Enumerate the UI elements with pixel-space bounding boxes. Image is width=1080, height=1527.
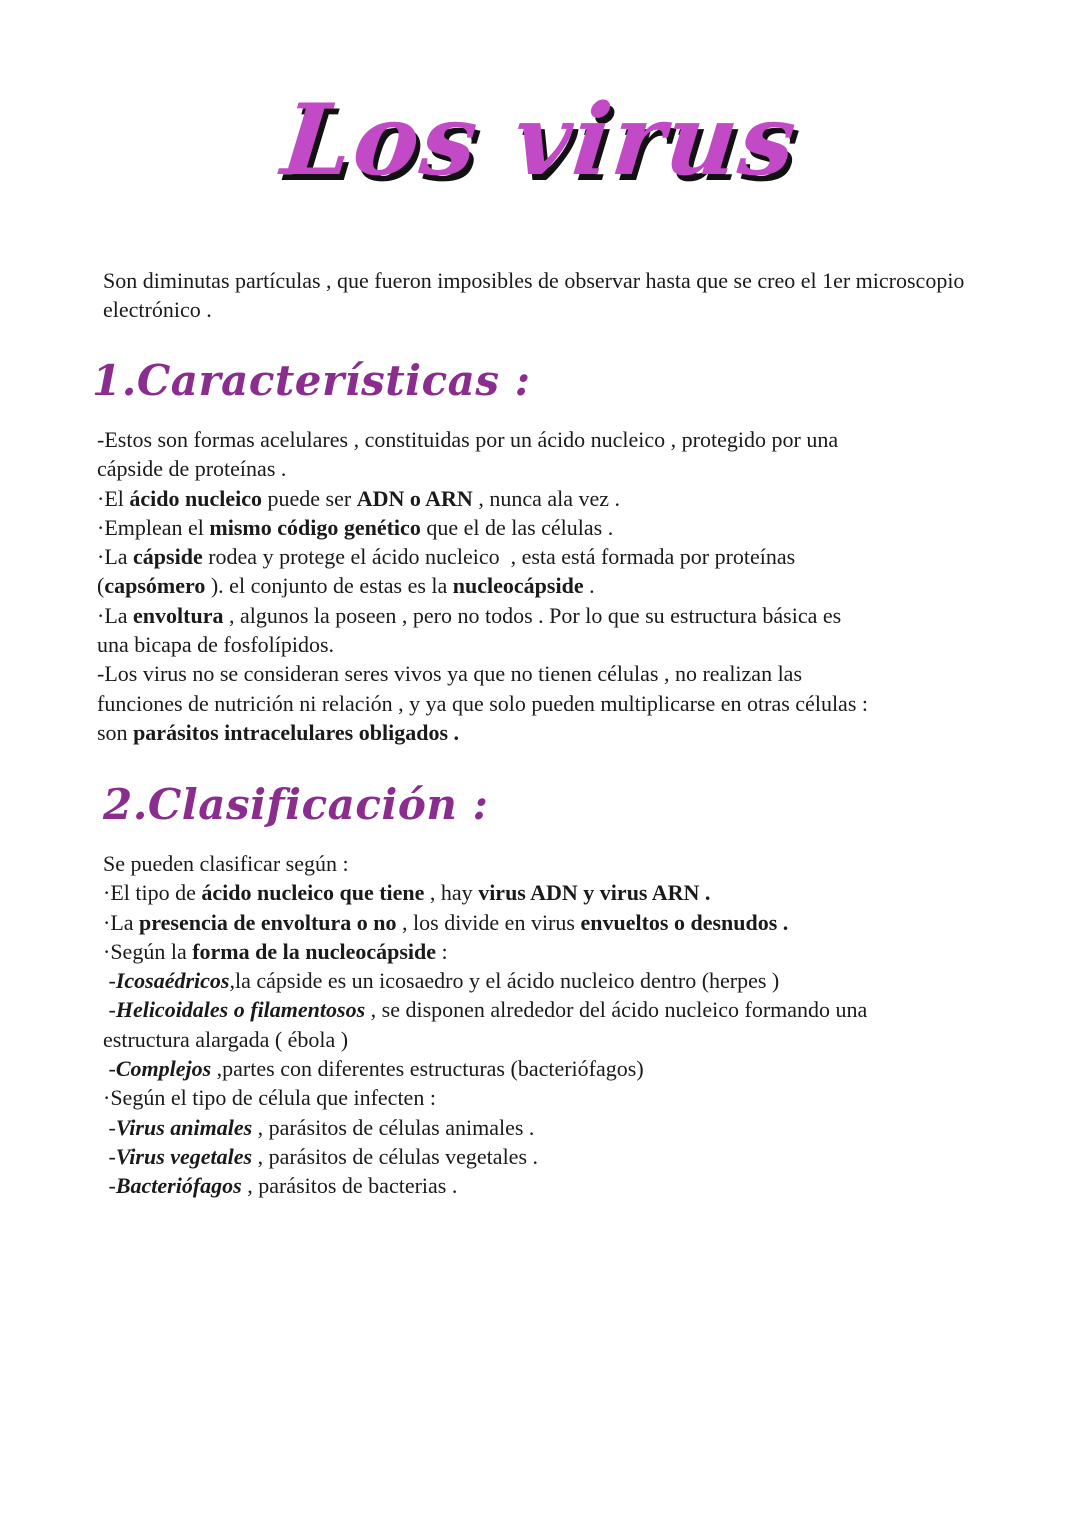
bold-italic-term: Helicoidales o filamentosos (115, 997, 366, 1023)
section-body-clasificacion (103, 849, 1023, 1201)
bold-italic-term: Bacteriófagos (115, 1173, 242, 1199)
section-heading-caracteristicas: 1.Características : (92, 356, 531, 405)
text-line (103, 1025, 1023, 1054)
section-heading-clasificacion: 2.Clasificación : (103, 780, 489, 829)
bold-term: forma de la nucleocápside (192, 938, 437, 964)
text-run: ,partes con diferentes estructuras (bacteriófagos) (211, 1056, 644, 1082)
bold-italic-term: Icosaédricos (115, 968, 230, 994)
text-run: . (583, 573, 595, 599)
text-line (103, 937, 1023, 966)
text-line (97, 601, 1017, 630)
text-run: ·La (97, 544, 134, 570)
text-run: - (103, 1143, 116, 1169)
section-body-caracteristicas (97, 425, 1017, 747)
text-run: ,la cápside es un icosaedro y el ácido nucleico dentro (herpes ) (229, 968, 780, 994)
text-line (103, 878, 1023, 907)
bold-term: presencia de envoltura o no (139, 909, 397, 935)
text-run: , los divide en virus (396, 909, 581, 935)
text-run: funciones de nutrición ni relación , y ya que solo pueden multiplicarse en otras células : (97, 690, 868, 716)
text-line (97, 425, 1017, 454)
text-line (97, 513, 1017, 542)
bold-term: virus ADN y virus ARN . (478, 880, 711, 906)
text-line (103, 1083, 1023, 1112)
text-run: cápside de proteínas . (97, 456, 287, 482)
bold-term: mismo código genético (209, 514, 421, 540)
text-run: una bicapa de fosfolípidos. (97, 632, 335, 658)
text-run: - (103, 997, 116, 1023)
text-run: que el de las células . (420, 514, 614, 540)
text-run: son (97, 719, 134, 745)
text-run: ·El (97, 485, 130, 511)
text-run: rodea y protege el ácido nucleico , esta está formada por proteínas (202, 544, 796, 570)
text-line (103, 1142, 1023, 1171)
text-line (103, 1054, 1023, 1083)
text-run: -Estos son formas acelulares , constituidas por un ácido nucleico , protegido por una (97, 427, 839, 452)
text-line (97, 689, 1017, 718)
text-run: ·La (103, 909, 140, 935)
text-line (97, 630, 1017, 659)
text-run: estructura alargada ( ébola ) (103, 1026, 349, 1052)
text-line (103, 1171, 1023, 1200)
text-run: : (436, 938, 448, 964)
text-run: , se disponen alrededor del ácido nucleico formando una (365, 997, 868, 1023)
text-run: puede ser (262, 485, 357, 511)
text-run: , parásitos de bacterias . (241, 1173, 458, 1199)
text-run: ( (97, 573, 105, 599)
text-line (97, 659, 1017, 688)
text-run: -Los virus no se consideran seres vivos ya que no tienen células , no realizan las (97, 661, 803, 687)
text-run: ). el conjunto de estas es la (205, 573, 453, 599)
bold-term: ácido nucleico (129, 485, 262, 511)
bold-term: ácido nucleico que tiene (201, 880, 425, 906)
text-run: - (103, 1114, 116, 1140)
bold-term: nucleocápside (452, 573, 584, 599)
text-run: ·Según la (103, 938, 193, 964)
text-line (103, 966, 1023, 995)
bold-italic-term: Virus vegetales (115, 1143, 253, 1169)
text-line (97, 571, 1017, 600)
bold-term: envueltos o desnudos . (580, 909, 789, 935)
bold-term: capsómero (104, 573, 206, 599)
intro-paragraph: Son diminutas partículas , que fueron imposibles de observar hasta que se creo el 1er microscopio electrónico . (103, 268, 965, 322)
text-run: , algunos la poseen , pero no todos . Por lo que su estructura básica es (223, 602, 842, 628)
text-run: ·El tipo de (103, 880, 202, 906)
bold-italic-term: Virus animales (115, 1114, 253, 1140)
text-run: , parásitos de células vegetales . (252, 1143, 539, 1169)
text-line (103, 1113, 1023, 1142)
text-run: ·Según el tipo de célula que infecten : (103, 1085, 436, 1111)
text-line (97, 484, 1017, 513)
text-run: - (103, 1173, 116, 1199)
text-line (103, 908, 1023, 937)
bold-term: parásitos intracelulares obligados . (133, 719, 460, 745)
text-run: , parásitos de células animales . (252, 1114, 535, 1140)
bold-term: ADN o ARN (356, 485, 473, 511)
document-title (0, 83, 1080, 198)
text-line (97, 718, 1017, 747)
text-run: Se pueden clasificar según : (103, 851, 349, 876)
text-line (97, 542, 1017, 571)
text-line (97, 454, 1017, 483)
text-run: , nunca ala vez . (472, 485, 621, 511)
text-line (103, 995, 1023, 1024)
text-run: - (103, 968, 116, 994)
document-title-text: Los virus (277, 83, 803, 198)
text-run: , hay (424, 880, 479, 906)
text-run: ·La (97, 602, 134, 628)
bold-term: envoltura (133, 602, 224, 628)
bold-italic-term: Complejos (115, 1056, 212, 1082)
text-run: ·Emplean el (97, 514, 210, 540)
text-line (103, 849, 1023, 878)
text-run: - (103, 1056, 116, 1082)
bold-term: cápside (133, 544, 203, 570)
